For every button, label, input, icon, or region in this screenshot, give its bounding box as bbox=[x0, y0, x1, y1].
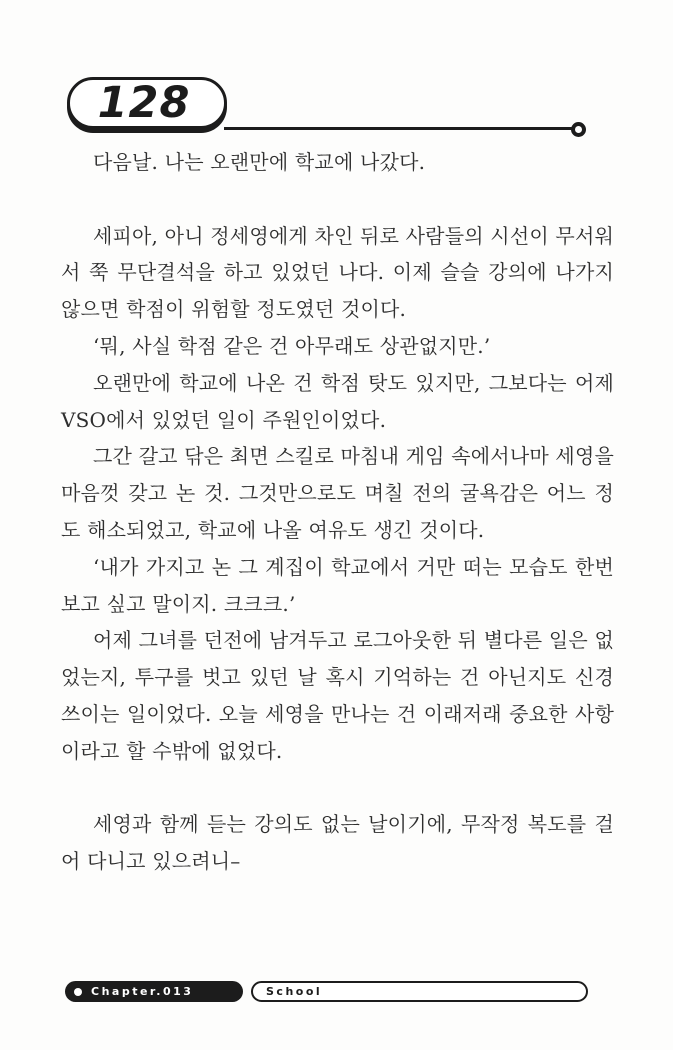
header-rule bbox=[224, 127, 572, 130]
paragraph: ‘내가 가지고 논 그 계집이 학교에서 거만 떠는 모습도 한번 보고 싶고 말이지. 크크크.’ bbox=[61, 554, 614, 616]
page-number-badge bbox=[67, 77, 227, 129]
footer bbox=[0, 981, 673, 1002]
paragraph: 다음날. 나는 오랜만에 학교에 나갔다. bbox=[93, 150, 426, 174]
page-number: 128 bbox=[97, 78, 191, 128]
bullet-icon bbox=[74, 988, 82, 996]
header-rule-endpoint-icon bbox=[571, 122, 586, 137]
section-badge bbox=[251, 981, 588, 1002]
body-text bbox=[61, 144, 614, 880]
section-label: School bbox=[266, 985, 323, 998]
paragraph: 세영과 함께 듣는 강의도 없는 날이기에, 무작정 복도를 걸어 다니고 있으려니– bbox=[61, 812, 614, 874]
paragraph: 오랜만에 학교에 나온 건 학점 탓도 있지만, 그보다는 어제 VSO에서 있었던 일이 주원인이었다. bbox=[61, 370, 614, 432]
paragraph: 어제 그녀를 던전에 남겨두고 로그아웃한 뒤 별다른 일은 없었는지, 투구를 벗고 있던 날 혹시 기억하는 건 아닌지도 신경 쓰이는 일이었다. 오늘 세영을 만나는 건 이래저래 중요한 사항이라고 할 수밖에 없었다. bbox=[61, 628, 614, 763]
chapter-label: Chapter.013 bbox=[91, 985, 194, 998]
chapter-badge bbox=[65, 981, 243, 1002]
paragraph: ‘뭐, 사실 학점 같은 건 아무래도 상관없지만.’ bbox=[93, 333, 491, 358]
paragraph: 그간 갈고 닦은 최면 스킬로 마침내 게임 속에서나마 세영을 마음껏 갖고 논 것. 그것만으로도 며칠 전의 굴욕감은 어느 정도 해소되었고, 학교에 나올 여유도 생긴 것이다. bbox=[61, 444, 614, 542]
paragraph: 세피아, 아니 정세영에게 차인 뒤로 사람들의 시선이 무서워서 쭉 무단결석을 하고 있었던 나다. 이제 슬슬 강의에 나가지 않으면 학점이 위험할 정도였던 것이다. bbox=[61, 223, 614, 322]
